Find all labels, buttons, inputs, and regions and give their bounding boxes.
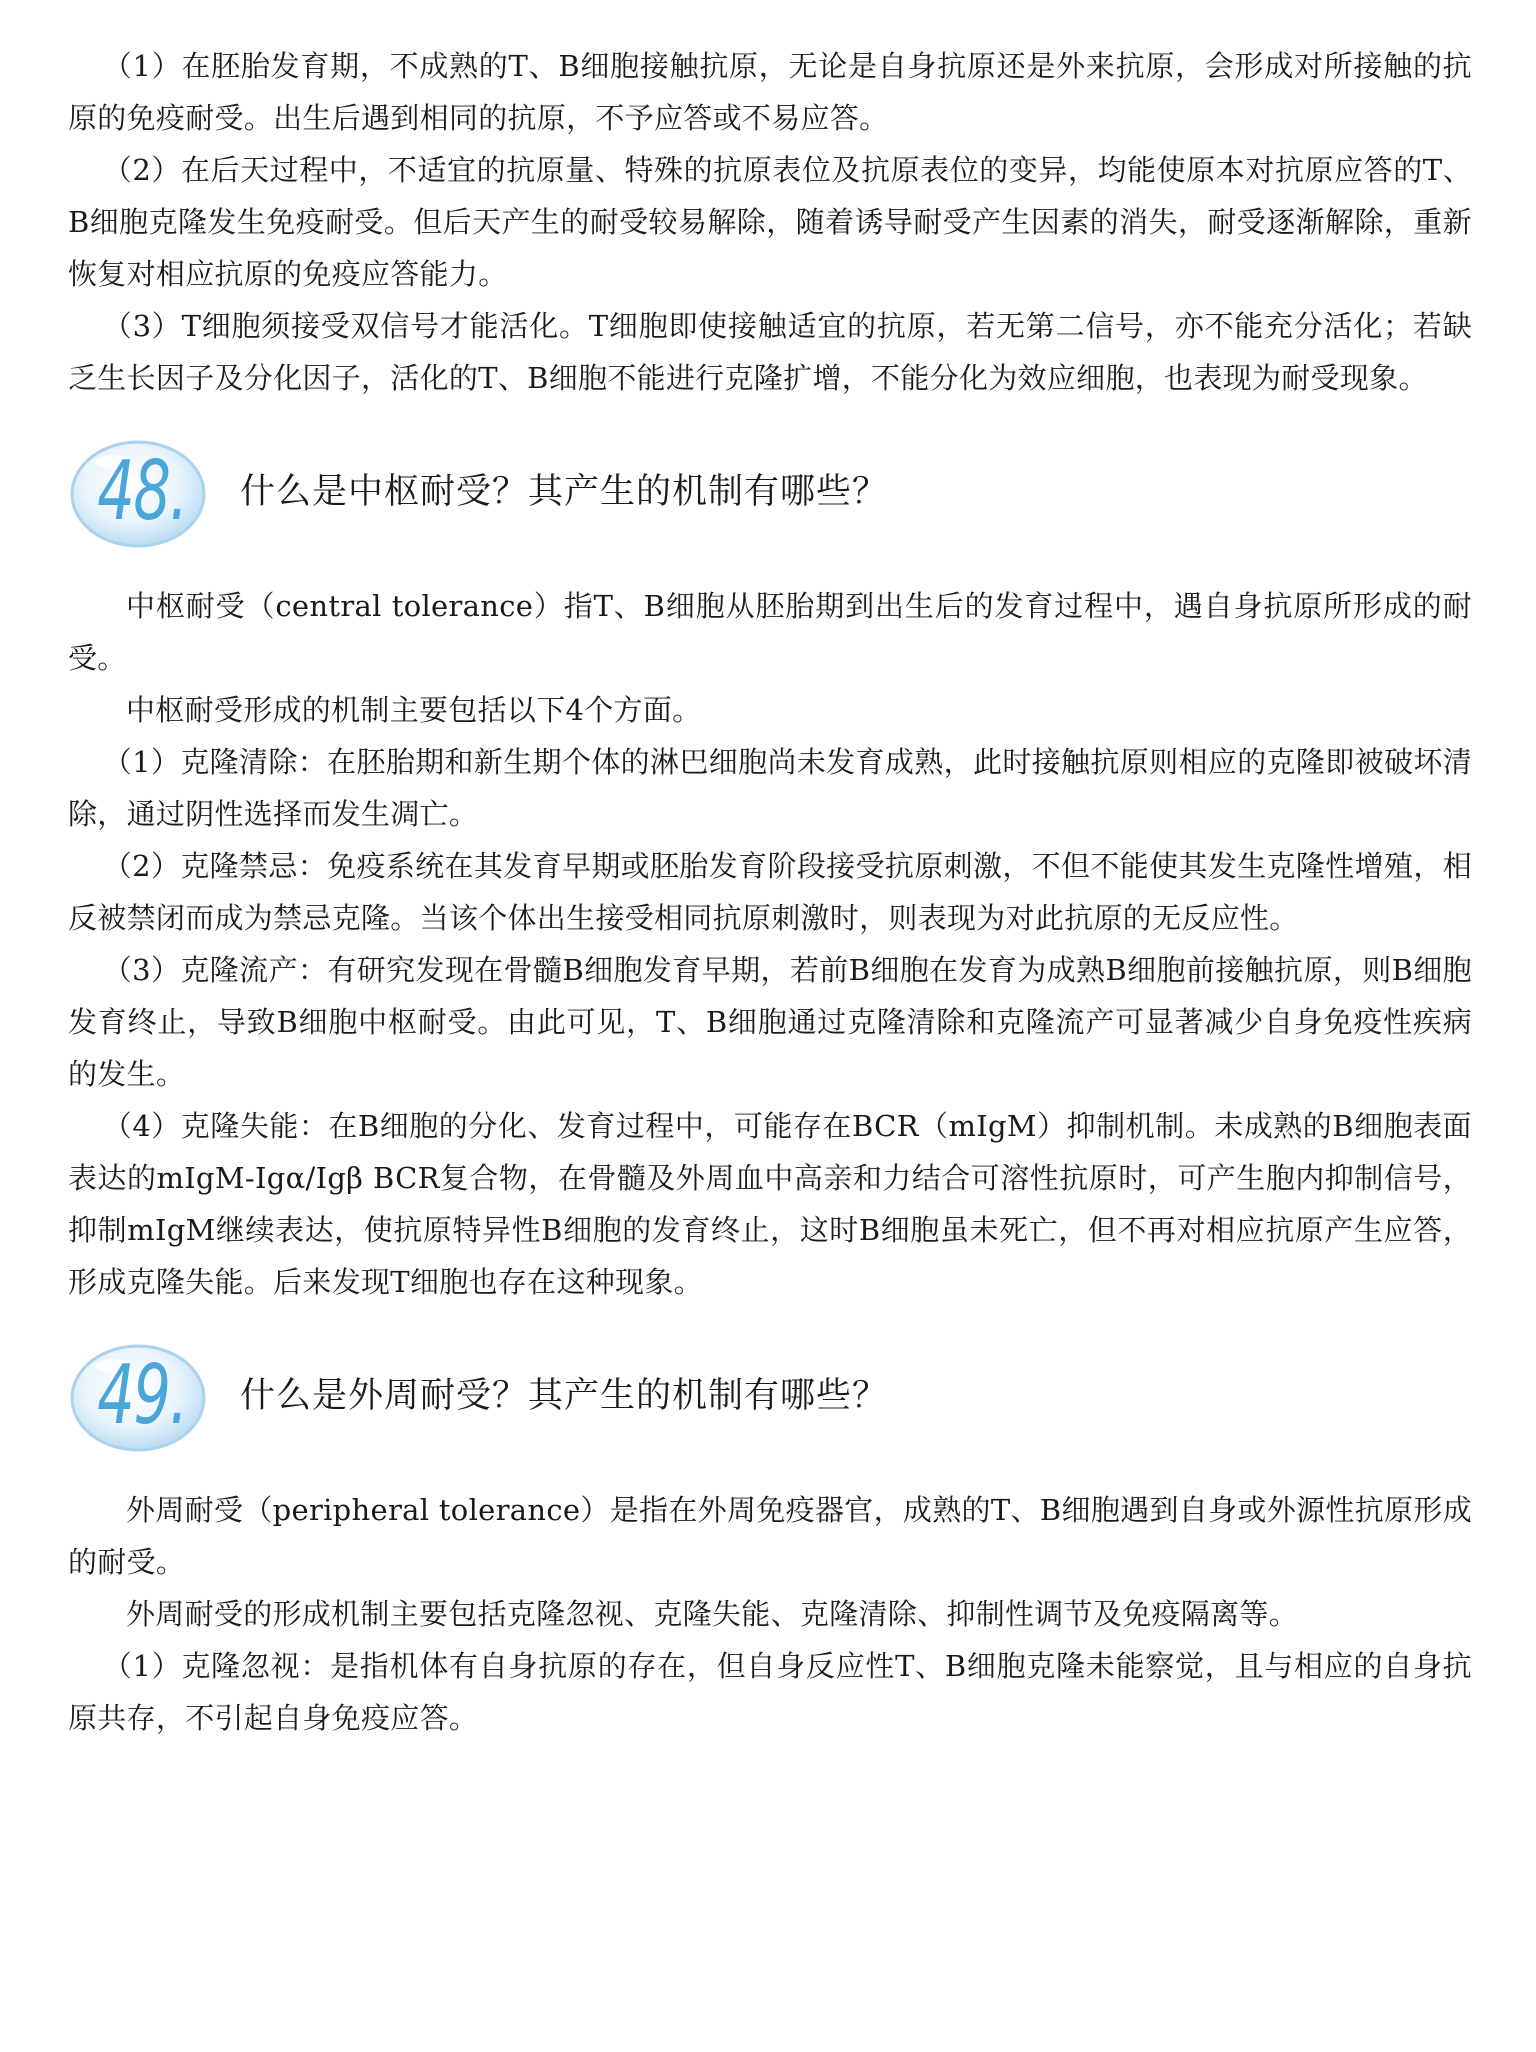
intro-paragraph-2: （2）在后天过程中，不适宜的抗原量、特殊的抗原表位及抗原表位的变异，均能使原本对抗原应答的T、B细胞克隆发生免疫耐受。但后天产生的耐受较易解除，随着诱导耐受产生因素的消失，耐受逐渐解除，重新恢复对相应抗原的免疫应答能力。 (68, 153, 1472, 291)
section-48-paragraph-4: （2）克隆禁忌：免疫系统在其发育早期或胚胎发育阶段接受抗原刺激，不但不能使其发生克隆性增殖，相反被禁闭而成为禁忌克隆。当该个体出生接受相同抗原刺激时，则表现为对此抗原的无反应性。 (68, 849, 1472, 935)
section-49-number: 49. (97, 1348, 187, 1443)
section-49-paragraph-1: 外周耐受（peripheral tolerance）是指在外周免疫器官，成熟的T、B细胞遇到自身或外源性抗原形成的耐受。 (68, 1493, 1472, 1579)
section-48-heading (68, 432, 1472, 552)
section-48-number: 48. (97, 444, 187, 539)
page-content (68, 40, 1472, 1744)
intro-paragraph-3: （3）T细胞须接受双信号才能活化。T细胞即使接触适宜的抗原，若无第二信号，亦不能充分活化；若缺乏生长因子及分化因子，活化的T、B细胞不能进行克隆扩增，不能分化为效应细胞，也表现为耐受现象。 (68, 309, 1472, 395)
section-49-title: 什么是外周耐受？其产生的机制有哪些？ (240, 1376, 889, 1416)
section-49-paragraph-2: 外周耐受的形成机制主要包括克隆忽视、克隆失能、克隆清除、抑制性调节及免疫隔离等。 (126, 1597, 1299, 1631)
section-48-paragraph-2: 中枢耐受形成的机制主要包括以下4个方面。 (126, 693, 702, 727)
section-48-paragraph-3: （1）克隆清除：在胚胎期和新生期个体的淋巴细胞尚未发育成熟，此时接触抗原则相应的克隆即被破坏清除，通过阴性选择而发生凋亡。 (68, 745, 1472, 831)
section-49-paragraph-3: （1）克隆忽视：是指机体有自身抗原的存在，但自身反应性T、B细胞克隆未能察觉，且与相应的自身抗原共存，不引起自身免疫应答。 (68, 1649, 1472, 1735)
section-48-paragraph-1: 中枢耐受（central tolerance）指T、B细胞从胚胎期到出生后的发育过程中，遇自身抗原所形成的耐受。 (68, 589, 1472, 675)
section-48-paragraph-6: （4）克隆失能：在B细胞的分化、发育过程中，可能存在BCR（mIgM）抑制机制。未成熟的B细胞表面表达的mIgM-Igα/Igβ BCR复合物，在骨髓及外周血中高亲和力结合可溶性抗原时，可产生胞内抑制信号，抑制mIgM继续表达，使抗原特异性B细胞的发育终止，这时B细胞虽未死亡，但不再对相应抗原产生应答，形成克隆失能。后来发现T细胞也存在这种现象。 (68, 1109, 1472, 1299)
section-48-title: 什么是中枢耐受？其产生的机制有哪些？ (240, 472, 889, 512)
section-49-heading (68, 1336, 1472, 1456)
section-48-paragraph-5: （3）克隆流产：有研究发现在骨髓B细胞发育早期，若前B细胞在发育为成熟B细胞前接触抗原，则B细胞发育终止，导致B细胞中枢耐受。由此可见，T、B细胞通过克隆清除和克隆流产可显著减少自身免疫性疾病的发生。 (68, 953, 1472, 1091)
intro-paragraph-1: （1）在胚胎发育期，不成熟的T、B细胞接触抗原，无论是自身抗原还是外来抗原，会形成对所接触的抗原的免疫耐受。出生后遇到相同的抗原，不予应答或不易应答。 (68, 49, 1472, 135)
